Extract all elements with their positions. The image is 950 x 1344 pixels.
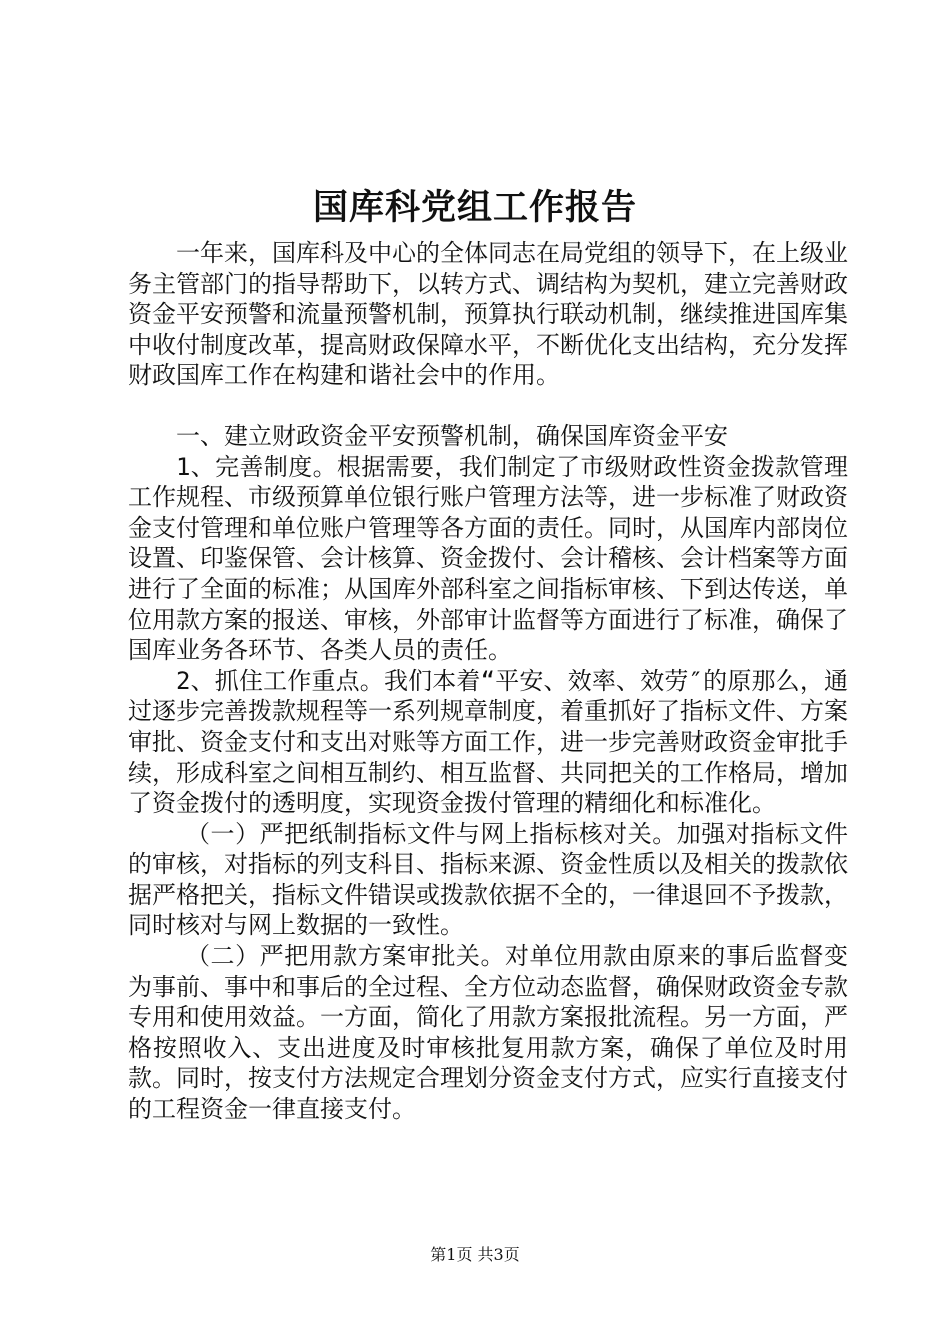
paragraph-item-2: 2、抓住工作重点。我们本着“平安、效率、效劳″的原那么，通过逐步完善拨款规程等一系列规章制度，着重抓好了指标文件、方案审批、资金支付和支出对账等方面工作，进一步完善财政资金审批手续，形成科室之间相互制约、相互监督、共同把关的工作格局，增加了资金拨付的透明度，实现资金拨付管理的精细化和标准化。	[128, 666, 848, 818]
document-title: 国库科党组工作报告	[312, 187, 637, 228]
paragraph-item-1: 1、完善制度。根据需要，我们制定了市级财政性资金拨款管理工作规程、市级预算单位银行账户管理方法等，进一步标准了财政资金支付管理和单位账户管理等各方面的责任。同时，从国库内部岗位设置、印鉴保管、会计核算、资金拨付、会计稽核、会计档案等方面进行了全面的标准；从国库外部科室之间指标审核、下到达传送，单位用款方案的报送、审核，外部审计监督等方面进行了标准，确保了国库业务各环节、各类人员的责任。	[128, 452, 848, 665]
page-footer: 第1页 共3页	[430, 1245, 520, 1264]
section-heading-1: 一、建立财政资金平安预警机制，确保国库资金平安	[176, 421, 728, 450]
paragraph-subitem-1: （一）严把纸制指标文件与网上指标核对关。加强对指标文件的审核，对指标的列支科目、指标来源、资金性质以及相关的拨款依据严格把关，指标文件错误或拨款依据不全的，一律退回不予拨款，同时核对与网上数据的一致性。	[128, 819, 848, 940]
document-body	[128, 238, 848, 1125]
paragraph-intro: 一年来，国库科及中心的全体同志在局党组的领导下，在上级业务主管部门的指导帮助下，以转方式、调结构为契机，建立完善财政资金平安预警和流量预警机制，预算执行联动机制，继续推进国库集中收付制度改革，提高财政保障水平，不断优化支出结构，充分发挥财政国库工作在构建和谐社会中的作用。	[128, 239, 848, 390]
paragraph-subitem-2: （二）严把用款方案审批关。对单位用款由原来的事后监督变为事前、事中和事后的全过程、全方位动态监督，确保财政资金专款专用和使用效益。一方面，简化了用款方案报批流程。另一方面，严格按照收入、支出进度及时审核批复用款方案，确保了单位及时用款。同时，按支付方法规定合理划分资金支付方式，应实行直接支付的工程资金一律直接支付。	[128, 942, 848, 1124]
